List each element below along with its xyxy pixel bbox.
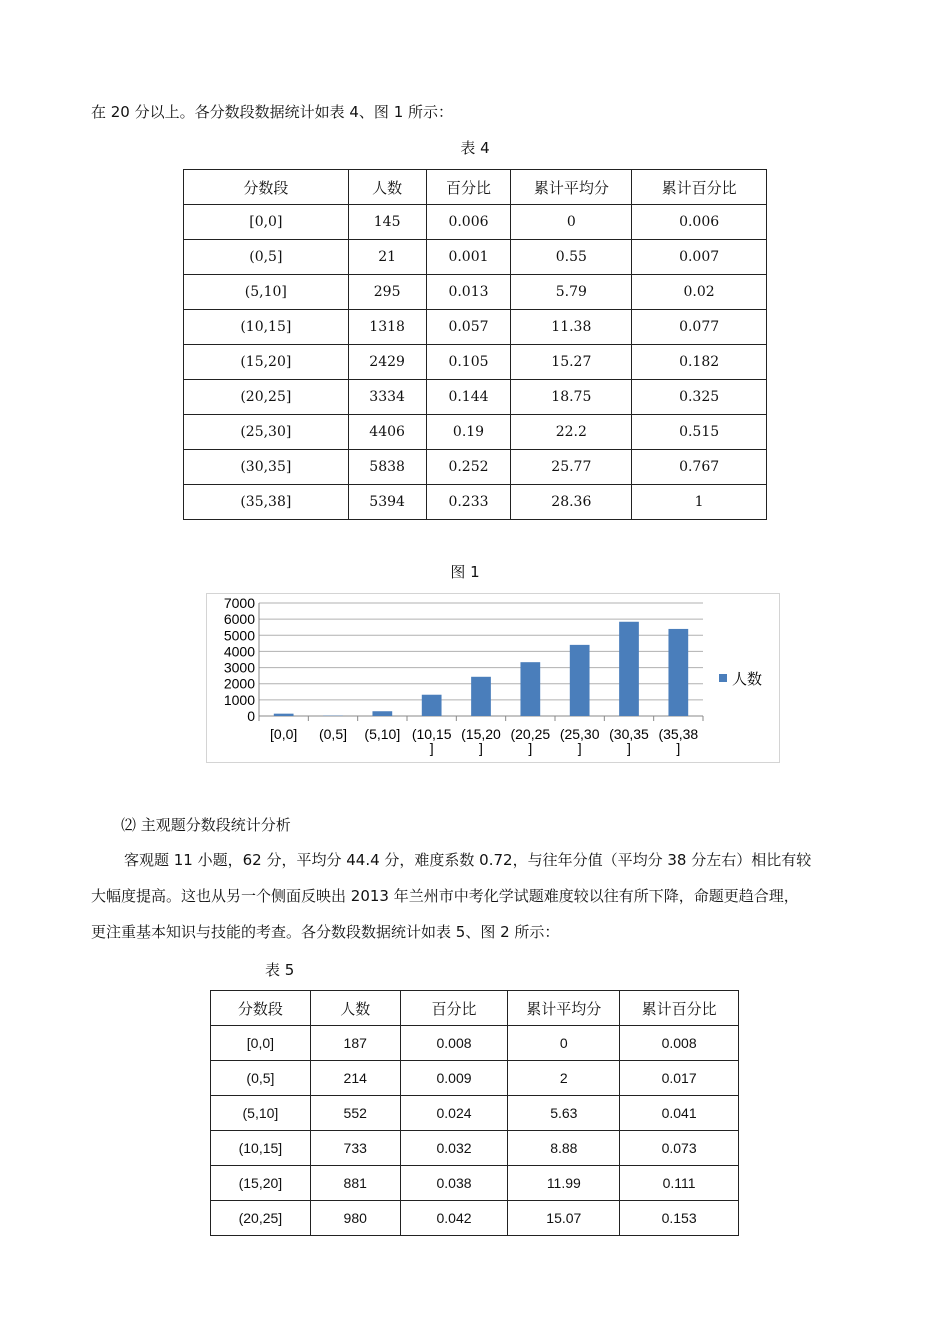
- bar-(10,15]: [422, 695, 442, 716]
- table5-cell: 0.008: [400, 1026, 508, 1061]
- table4-cell: 0.02: [632, 275, 767, 310]
- table4-header-cell: 百分比: [426, 170, 511, 205]
- x-tick-label: (5,10]: [364, 726, 401, 742]
- table4-cell: 0.767: [632, 450, 767, 485]
- table5-cell: 0.009: [400, 1061, 508, 1096]
- bar-chart-svg: [207, 594, 779, 762]
- x-tick-label: ]: [528, 740, 533, 756]
- table4-cell: 145: [348, 205, 426, 240]
- table4-cell: 0.013: [426, 275, 511, 310]
- x-tick-label: (25,30: [559, 726, 600, 742]
- table4-cell: 0.515: [632, 415, 767, 450]
- table4-cell: (25,30]: [184, 415, 349, 450]
- table5-cell: 0.153: [620, 1201, 739, 1236]
- table4-cell: 2429: [348, 345, 426, 380]
- paragraph-line-3: 更注重基本知识与技能的考查。各分数段数据统计如表 5、图 2 所示：: [91, 923, 560, 941]
- table5-header-row: [211, 991, 739, 1026]
- table4-cell: 0.105: [426, 345, 511, 380]
- table4-cell: 0.077: [632, 310, 767, 345]
- table4-cell: 0.001: [426, 240, 511, 275]
- y-tick-label: 5000: [223, 627, 255, 644]
- table5-cell: 552: [310, 1096, 400, 1131]
- table4-cell: 15.27: [511, 345, 632, 380]
- table4-row: [184, 380, 767, 415]
- table5-caption: 表 5: [265, 961, 295, 979]
- y-tick-label: 4000: [223, 643, 255, 660]
- table5-cell: 0.032: [400, 1131, 508, 1166]
- table4-cell: 1: [632, 485, 767, 520]
- table5-cell: 0.024: [400, 1096, 508, 1131]
- table4-header-cell: 累计百分比: [632, 170, 767, 205]
- table5-row: [211, 1096, 739, 1131]
- y-tick-label: 0: [247, 708, 255, 724]
- table4: [183, 169, 767, 520]
- y-tick-label: 7000: [223, 595, 255, 611]
- x-tick-label: (30,35: [609, 726, 649, 742]
- table4-cell: (5,10]: [184, 275, 349, 310]
- table4-cell: 3334: [348, 380, 426, 415]
- paragraph-line-1: 客观题 11 小题，62 分，平均分 44.4 分，难度系数 0.72，与往年分值（平均分 38 分左右）相比有较: [124, 851, 812, 869]
- bar-[0,0]: [274, 714, 294, 716]
- x-tick-label: (20,25: [510, 726, 551, 742]
- table5-row: [211, 1166, 739, 1201]
- table4-caption: 表 4: [460, 139, 490, 157]
- y-tick-label: 2000: [223, 675, 255, 692]
- table5-header-cell: 人数: [310, 991, 400, 1026]
- table5-cell: 2: [508, 1061, 620, 1096]
- x-tick-label: (35,38: [658, 726, 699, 742]
- table5-cell: 214: [310, 1061, 400, 1096]
- table5-cell: (20,25]: [211, 1201, 311, 1236]
- table5-cell: (15,20]: [211, 1166, 311, 1201]
- table4-cell: 0.182: [632, 345, 767, 380]
- table5-row: [211, 1061, 739, 1096]
- table5-cell: (10,15]: [211, 1131, 311, 1166]
- figure1-caption: 图 1: [450, 563, 480, 581]
- table4-cell: 25.77: [511, 450, 632, 485]
- paragraph-line-2: 大幅度提高。这也从另一个侧面反映出 2013 年兰州市中考化学试题难度较以往有所下降，命题更趋合理，: [91, 887, 799, 905]
- legend-swatch: [719, 674, 727, 682]
- table4-row: [184, 450, 767, 485]
- table5-cell: 0: [508, 1026, 620, 1061]
- table4-cell: [0,0]: [184, 205, 349, 240]
- table5-cell: 0.038: [400, 1166, 508, 1201]
- table4-cell: 5.79: [511, 275, 632, 310]
- table4-cell: 1318: [348, 310, 426, 345]
- table4-cell: (30,35]: [184, 450, 349, 485]
- x-tick-label: ]: [479, 740, 483, 756]
- bar-(20,25]: [520, 662, 540, 716]
- table4-cell: 0.233: [426, 485, 511, 520]
- table4-cell: 0: [511, 205, 632, 240]
- table5-cell: (5,10]: [211, 1096, 311, 1131]
- table4-header-cell: 累计平均分: [511, 170, 632, 205]
- table5-row: [211, 1026, 739, 1061]
- table4-cell: 0.325: [632, 380, 767, 415]
- bar-(35,38]: [668, 629, 688, 716]
- table5-cell: 15.07: [508, 1201, 620, 1236]
- x-tick-label: (15,20: [461, 726, 501, 742]
- table4-cell: 18.75: [511, 380, 632, 415]
- table5-cell: [0,0]: [211, 1026, 311, 1061]
- table5-cell: 0.008: [620, 1026, 739, 1061]
- table4-cell: 0.007: [632, 240, 767, 275]
- table5-header-cell: 分数段: [211, 991, 311, 1026]
- table5-cell: 0.073: [620, 1131, 739, 1166]
- bar-(5,10]: [372, 711, 392, 716]
- x-tick-label: (0,5]: [318, 726, 348, 742]
- table4-row: [184, 345, 767, 380]
- bar-(25,30]: [570, 645, 590, 716]
- x-tick-label: ]: [676, 740, 681, 756]
- table5-cell: 0.017: [620, 1061, 739, 1096]
- table4-cell: 0.55: [511, 240, 632, 275]
- table5: [210, 990, 739, 1236]
- table4-row: [184, 485, 767, 520]
- table4-row: [184, 240, 767, 275]
- table4-cell: (10,15]: [184, 310, 349, 345]
- bar-(15,20]: [471, 677, 491, 716]
- table4-cell: 0.252: [426, 450, 511, 485]
- table5-header-cell: 累计平均分: [508, 991, 620, 1026]
- table4-row: [184, 415, 767, 450]
- table4-cell: 5394: [348, 485, 426, 520]
- table5-cell: 11.99: [508, 1166, 620, 1201]
- table5-cell: 187: [310, 1026, 400, 1061]
- table4-cell: 0.057: [426, 310, 511, 345]
- y-tick-label: 1000: [223, 691, 255, 708]
- x-tick-label: ]: [429, 740, 434, 756]
- table4-row: [184, 205, 767, 240]
- table5-cell: 881: [310, 1166, 400, 1201]
- table5-cell: 0.042: [400, 1201, 508, 1236]
- table4-row: [184, 310, 767, 345]
- intro-line: 在 20 分以上。各分数段数据统计如表 4、图 1 所示：: [91, 103, 454, 121]
- table4-cell: 11.38: [511, 310, 632, 345]
- table4-cell: 4406: [348, 415, 426, 450]
- table4-cell: 0.19: [426, 415, 511, 450]
- y-tick-label: 3000: [223, 659, 255, 676]
- legend-label: 人数: [732, 671, 763, 688]
- x-tick-label: [0,0]: [270, 726, 298, 742]
- y-tick-label: 6000: [223, 611, 255, 628]
- bar-(30,35]: [619, 622, 639, 716]
- table4-cell: 0.144: [426, 380, 511, 415]
- table4-row: [184, 275, 767, 310]
- table5-cell: 733: [310, 1131, 400, 1166]
- table4-cell: 5838: [348, 450, 426, 485]
- table4-cell: (0,5]: [184, 240, 349, 275]
- section-heading: ⑵ 主观题分数段统计分析: [121, 816, 291, 834]
- table4-cell: (20,25]: [184, 380, 349, 415]
- x-tick-label: ]: [577, 740, 582, 756]
- table4-cell: 295: [348, 275, 426, 310]
- table5-cell: 980: [310, 1201, 400, 1236]
- table5-cell: 5.63: [508, 1096, 620, 1131]
- table4-cell: 0.006: [426, 205, 511, 240]
- table5-header-cell: 百分比: [400, 991, 508, 1026]
- x-tick-label: (10,15: [411, 726, 452, 742]
- table4-cell: 0.006: [632, 205, 767, 240]
- table4-cell: (15,20]: [184, 345, 349, 380]
- table5-row: [211, 1201, 739, 1236]
- table4-cell: 22.2: [511, 415, 632, 450]
- table4-cell: 28.36: [511, 485, 632, 520]
- table4-cell: (35,38]: [184, 485, 349, 520]
- x-tick-label: ]: [627, 740, 631, 756]
- table5-row: [211, 1131, 739, 1166]
- table4-header-row: [184, 170, 767, 205]
- table4-header-cell: 人数: [348, 170, 426, 205]
- table5-cell: 8.88: [508, 1131, 620, 1166]
- table5-cell: (0,5]: [211, 1061, 311, 1096]
- table5-cell: 0.041: [620, 1096, 739, 1131]
- table4-cell: 21: [348, 240, 426, 275]
- bar-chart: [206, 593, 780, 763]
- table5-cell: 0.111: [620, 1166, 739, 1201]
- table4-header-cell: 分数段: [184, 170, 349, 205]
- table5-header-cell: 累计百分比: [620, 991, 739, 1026]
